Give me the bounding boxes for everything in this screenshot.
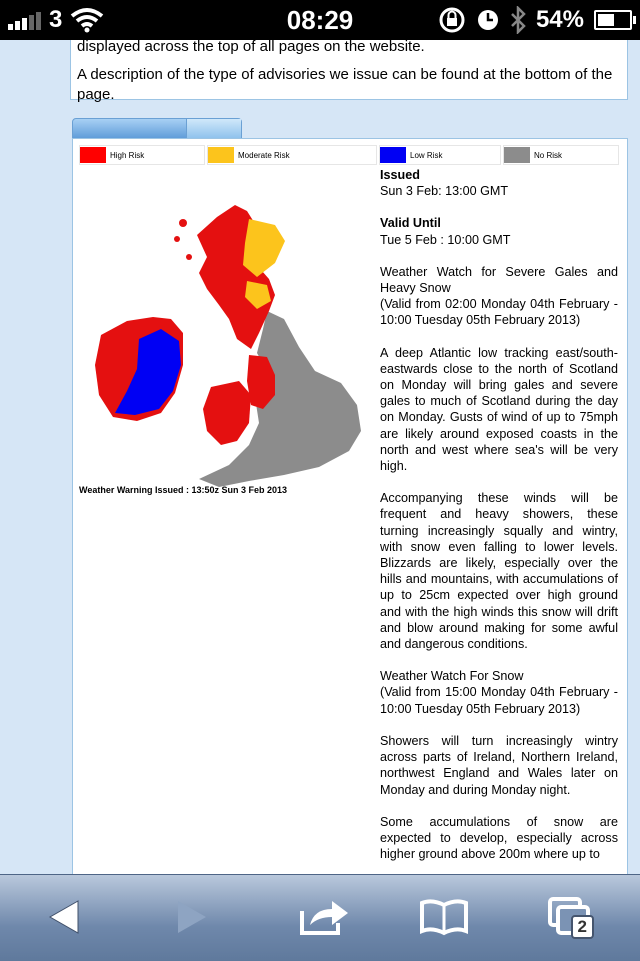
rotation-lock-icon — [438, 6, 466, 34]
legend-moderate-risk: Moderate Risk — [207, 145, 377, 165]
watch2-paragraph-1: Showers will turn increasingly wintry across parts of Ireland, Northern Ireland, northwest England and Wales later on Monday and during Monday night. — [380, 733, 618, 797]
watch1-paragraph-1: A deep Atlantic low tracking east/south-eastwards close to the north of Scotland on Monday will bring gales and severe gales to much of Scotland during the day on Monday. Gusts of wind of up to 75mph are likely around exposed coasts in the north and west where sea's will be very high. — [380, 345, 618, 474]
watch2-validity: (Valid from 15:00 Monday 04th February - 10:00 Tuesday 05th February 2013) — [380, 685, 618, 716]
tabs-count-badge: 2 — [571, 915, 594, 939]
bookmarks-button[interactable] — [412, 893, 476, 941]
share-icon — [296, 895, 352, 939]
forward-icon — [172, 897, 212, 937]
warning-tab-strip[interactable] — [72, 118, 242, 140]
legend-swatch-moderate — [208, 147, 234, 163]
intro-box — [70, 40, 628, 103]
bookmarks-icon — [418, 897, 470, 937]
uk-warning-map — [79, 169, 375, 501]
back-icon — [44, 897, 84, 937]
forward-button[interactable] — [160, 893, 224, 941]
legend-no-risk: No Risk — [503, 145, 619, 165]
warning-panel — [72, 138, 628, 874]
watch2-title: Weather Watch For Snow — [380, 669, 524, 684]
valid-until-value: Tue 5 Feb : 10:00 GMT — [380, 232, 511, 247]
warning-tab[interactable] — [186, 119, 241, 139]
legend-swatch-high — [80, 147, 106, 163]
watch1-validity: (Valid from 02:00 Monday 04th February - 10:00 Tuesday 05th February 2013) — [380, 297, 618, 328]
battery-percent: 54% — [535, 6, 584, 33]
web-page[interactable] — [0, 40, 640, 874]
advisory-text — [380, 167, 618, 862]
tabs-button[interactable] — [538, 893, 602, 941]
alarm-clock-icon — [476, 8, 500, 32]
watch1-paragraph-2: Accompanying these winds will be frequent and heavy showers, these turning increasingly squally and wintry, with snow even falling to lower levels. Blizzards are likely, especially over the hills and mountains, with accumulations of up to 25cm expected over high ground and with the high winds this snow will drift and blow around making for some awful and dangerous conditions. — [380, 491, 618, 652]
issued-heading: Issued — [380, 168, 420, 182]
legend-high-risk: High Risk — [79, 145, 205, 165]
back-button[interactable] — [32, 893, 96, 941]
risk-legend — [79, 145, 621, 165]
watch2-paragraph-2: Some accumulations of snow are expected to develop, especially across higher ground above 200m where up to — [380, 814, 618, 862]
watch1-title: Weather Watch for Severe Gales and Heavy Snow — [380, 264, 618, 296]
intro-line-1: displayed across the top of all pages on the website. — [77, 40, 425, 55]
legend-swatch-none — [504, 147, 530, 163]
status-time: 08:29 — [286, 5, 354, 35]
issued-value: Sun 3 Feb: 13:00 GMT — [380, 184, 509, 199]
intro-line-2: A description of the type of advisories we issue can be found at the bottom of the page. — [77, 66, 613, 103]
battery-icon — [594, 10, 632, 30]
status-bar — [0, 0, 640, 40]
map-issued-caption: Weather Warning Issued : 13:50z Sun 3 Feb 2013 — [79, 485, 288, 495]
valid-until-heading: Valid Until — [380, 216, 441, 231]
share-button[interactable] — [292, 893, 356, 941]
uk-map-image — [79, 169, 375, 501]
legend-low-risk: Low Risk — [379, 145, 501, 165]
bluetooth-icon — [510, 6, 526, 34]
legend-swatch-low — [380, 147, 406, 163]
carrier-name: 3 — [49, 6, 63, 33]
browser-toolbar — [0, 874, 640, 961]
